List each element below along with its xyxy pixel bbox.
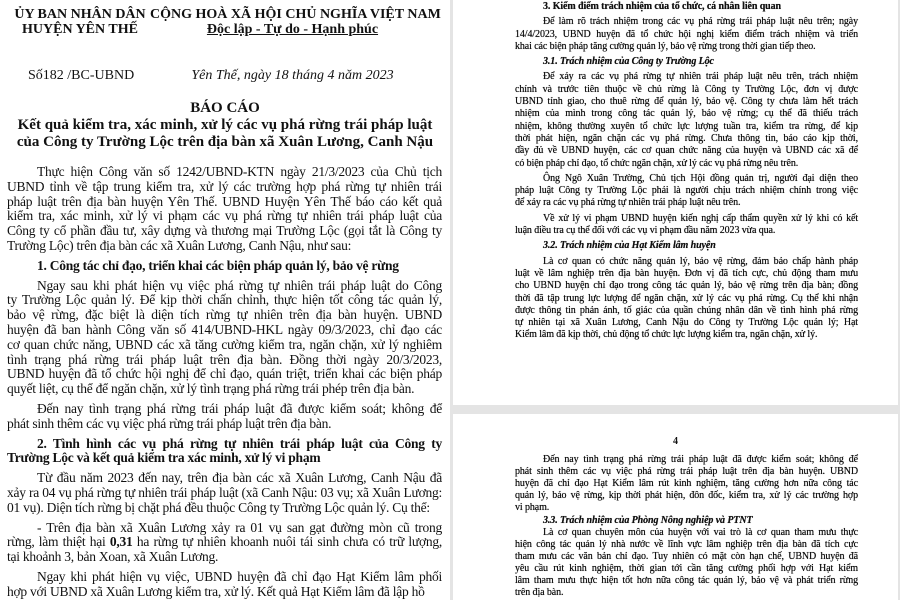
page-3-body <box>515 1 858 342</box>
text-line: Là cơ quan có chức năng quản lý, bảo vệ rừng, đảm bảo chấp hành pháp <box>543 255 858 267</box>
text-line: tại khoảnh 3, bản Xoan, xã Xuân Lương. <box>7 549 219 565</box>
text-line: bảo vệ rừng, đặc biệt là diện tích rừng tự nhiên trên địa bàn huyện. UBND <box>7 307 442 323</box>
text-line: thời đã tập trung lực lượng để ngăn chặn, xử lý các vụ phá rừng. Cụ thể khi nhận <box>515 292 858 304</box>
document-title <box>0 100 450 151</box>
national-heading <box>150 7 441 37</box>
text-line: Đến nay tình trạng phá rừng trái pháp luật đã được kiểm soát; không để <box>543 454 858 465</box>
document-number: Số182 /BC-UBND <box>28 68 135 83</box>
paragraph <box>515 256 858 342</box>
section-heading <box>515 1 858 13</box>
issuing-agency <box>0 7 160 37</box>
text-line: - Trên địa bàn xã Xuân Lương xảy ra 01 vụ san gạt đường mòn cũ trong <box>37 519 442 535</box>
text-line: 2. Tình hình các vụ phá rừng tự nhiên trái pháp luật của Công ty <box>37 435 442 451</box>
text-line: cho UBND huyện chỉ đạo trong công tác quản lý, bảo vệ rừng trên địa bàn; đồng <box>515 280 858 292</box>
report-body <box>7 165 442 600</box>
paragraph <box>515 527 858 598</box>
document-viewer[interactable] <box>450 0 900 600</box>
text-line: thời phát hiện, ngăn chặn các vụ phá rừng. Chưa thông tin, báo cáo kịp thời, <box>515 132 858 144</box>
text-line: nhiệm, không thường xuyên tổ chức lực lượng tuần tra, kiểm tra rừng, để kịp <box>515 120 858 132</box>
text-line: đầy đủ về UBND huyện, các cơ quan chức năng của huyện và UBND các xã để <box>515 145 858 157</box>
text-line: 3.1. Trách nhiệm của Công ty Trường Lộc <box>543 56 714 68</box>
text-line: Trường Lộc và kết quả kiểm tra xác minh, xử lý vi phạm <box>7 450 321 466</box>
text-line: Để xảy ra các vụ phá rừng tự nhiên trái pháp luật nêu trên, trách nhiệm <box>543 71 858 83</box>
text-line: tình trạng phá rừng trái pháp luật trên địa bàn. Đồng thời ngày 20/3/2023, <box>7 351 442 367</box>
text-line: nhiệm của mình trong công tác quản lý, bảo vệ rừng; cụ thể đã thiếu trách <box>515 108 858 120</box>
text-line: luật về lâm nghiệp trên địa bàn huyện. Đơn vị đã tích cực, chủ động tham mưu <box>515 267 858 279</box>
text-line: Là cơ quan chuyên môn của huyện với vai trò là cơ quan tham mưu thực <box>543 527 858 539</box>
text-line: được thông tin phản ánh, tố giác của quần chúng nhân dân về tình hình phá rừng <box>515 304 858 316</box>
paragraph <box>515 454 858 514</box>
text-segment: rừng, làm thiệt hại <box>7 534 110 550</box>
text-line: quyết liệt, cụ thể để ngăn chặn, xử lý tình trạng phá rừng trái phép trên địa bàn. <box>7 381 415 397</box>
section-heading <box>515 240 858 252</box>
paragraph <box>515 16 858 53</box>
text-line: UBND huyện đã tổ chức hội nghị để chỉ đạo, quán triệt, triển khai các biện pháp <box>7 366 442 382</box>
text-line: hiện công tác quản lý nhà nước về lĩnh vực lâm nghiệp trên địa bàn đã tích cực <box>515 539 858 551</box>
national-motto: Độc lập - Tự do - Hạnh phúc <box>206 22 379 37</box>
text-line: Ngay sau khi phát hiện vụ việc phá rừng tự nhiên trái pháp luật do Công <box>37 277 442 293</box>
text-line: Thực hiện Công văn số 1242/UBND-KTN ngày 21/3/2023 của Chủ tịch <box>37 164 442 179</box>
agency-line-2: HUYỆN YÊN THẾ <box>22 22 138 37</box>
text-line: 14/4/2023, UBND huyện đã tổ chức hội nghị kiểm điểm trách nhiệm và triển <box>515 28 858 40</box>
paragraph <box>515 71 858 169</box>
text-line: 3. Kiểm điểm trách nhiệm của tổ chức, cá nhân liên quan <box>543 1 782 12</box>
bold-value: 0,31 <box>109 534 133 550</box>
document-date: Yên Thế, ngày 18 tháng 4 năm 2023 <box>191 68 394 83</box>
text-line: lâm tham mưu thực hiện tốt hơn nữa công tác quản lý, bảo vệ và phát triển rừng <box>515 575 858 587</box>
text-line: ty Trường Lộc quản lý. Để kịp thời chấn chỉnh, thực hiện tốt công tác quản lý, <box>7 292 442 308</box>
text-line: trên địa bàn. <box>515 586 564 598</box>
text-line: quản lý, bảo vệ rừng, kịp thời phát hiện, đôn đốc, kiểm tra, xử lý các trường hợp <box>515 489 858 501</box>
text-line: tự nhiên tại xã Xuân Lương, Canh Nậu do Công ty Trường Lộc quản lý; Hạt <box>515 317 858 329</box>
text-line: khai các biện pháp tăng cường quản lý, bảo vệ rừng trong thời gian tiếp theo. <box>515 40 816 52</box>
page-number: 4 <box>673 436 678 447</box>
paragraph <box>7 521 442 565</box>
text-line: pháp luật Công ty Trường Lộc phải là người chịu trách nhiệm chính trong việc <box>515 185 858 197</box>
text-line: phát sinh thêm các vụ việc phá rừng trái pháp luật trên địa bàn. <box>7 415 332 431</box>
text-line <box>7 535 442 550</box>
text-line: Đến nay tình trạng phá rừng trái pháp luật đã được kiểm soát; không để <box>37 400 442 416</box>
text-line: Kiểm lâm đã kịp thời, chủ động tổ chức lực lượng kiểm tra, ngăn chặn, xử lý. <box>515 329 818 341</box>
text-line: chính và trước tiên thuộc về chủ rừng là Công ty Trường Lộc, đơn vị được <box>515 83 858 95</box>
text-line: tham mưu các văn bản chỉ đạo. Tuy nhiên có mặt còn hạn chế, UBND huyện đã <box>515 551 858 563</box>
paragraph <box>7 471 442 515</box>
text-line: hợp với UBND xã Xuân Lương kiểm tra, xử lý. Kết quả Hạt Kiểm lâm đã lập hồ <box>7 583 425 599</box>
text-line: yêu cầu rút kinh nghiệm, thời gian tới cần tăng cường phối hợp với Hạt kiểm <box>515 563 858 575</box>
text-line: Ông Ngô Xuân Trường, Chủ tịch Hội đồng quản trị, người đại diện theo <box>543 172 858 184</box>
text-line: 3.3. Trách nhiệm của Phòng Nông nghiệp và PTNT <box>543 514 753 526</box>
text-line: để xảy ra các vụ phá rừng tự nhiên trái pháp luật nêu trên. <box>515 197 741 209</box>
text-line: pháp luật trên địa bàn huyện Yên Thế. UBND Huyện Yên Thế báo cáo kết quả <box>7 193 442 209</box>
text-line: Về xử lý vi phạm UBND huyện kiến nghị cấp thẩm quyền xử lý khi có kết <box>543 212 858 224</box>
text-line: huyện đã ban hành Công văn số 414/UBND-HKL ngày 09/3/2023, chỉ đạo các <box>7 321 442 337</box>
text-line: Công ty cổ phần đầu tư, xây dựng và thương mại Trường Lộc (gọi tắt là Công ty <box>7 223 442 239</box>
text-line: xảy ra 04 vụ phá rừng tự nhiên trái pháp luật (xã Canh Nậu: 03 vụ; xã Xuân Lương: <box>7 484 442 500</box>
paragraph <box>7 279 442 397</box>
text-line: 3.2. Trách nhiệm của Hạt Kiểm lâm huyện <box>543 240 716 252</box>
text-line: phát sinh thêm các vụ việc phá rừng trái pháp luật trên địa bàn huyện. UBND <box>515 465 858 477</box>
paragraph <box>515 173 858 210</box>
text-line: luận điều tra cụ thể đối với các vụ vi phạm đầu năm 2023 vừa qua. <box>515 225 776 237</box>
text-line: cơ quan chức năng, UBND các xã tăng cường kiểm tra, ngăn chặn, xử lý nghiêm <box>7 336 442 352</box>
nation-name: CỘNG HOÀ XÃ HỘI CHỦ NGHĨA VIỆT NAM <box>150 7 441 22</box>
text-line: Để làm rõ trách nhiệm trong các vụ phá rừng trái pháp luật nêu trên; ngày <box>543 16 858 28</box>
report-page-4 <box>453 414 898 600</box>
text-line: Ngay khi phát hiện vụ việc, UBND huyện đã chỉ đạo Hạt Kiểm lâm phối <box>37 568 442 584</box>
paragraph <box>515 213 858 238</box>
text-line: kiểm tra, xác minh, xử lý vi phạm các vụ phá rừng tự nhiên trái pháp luật của <box>7 208 442 224</box>
paragraph <box>7 402 442 432</box>
report-subtitle-line-1: Kết quả kiểm tra, xác minh, xử lý các vụ phá rừng trái pháp luật <box>17 117 433 133</box>
text-line: UBND tỉnh giao, cho thuê rừng để quản lý, bảo vệ. Công ty chưa làm hết trách <box>515 96 858 108</box>
paragraph <box>7 570 442 600</box>
text-line: có biện pháp chỉ đạo, tổ chức ngăn chặn, xử lý các vụ phá rừng nêu trên. <box>515 157 799 169</box>
report-heading: BÁO CÁO <box>190 100 260 116</box>
text-line: 1. Công tác chỉ đạo, triển khai các biện pháp quản lý, bảo vệ rừng <box>37 257 399 273</box>
section-heading <box>7 259 442 274</box>
text-line: Từ đầu năm 2023 đến nay, trên địa bàn các xã Xuân Lương, Canh Nậu đã <box>37 470 442 486</box>
text-line: vi phạm. <box>515 501 550 513</box>
section-heading <box>7 437 442 467</box>
section-heading <box>515 56 858 68</box>
text-line: huyện đã chỉ đạo Hạt Kiểm lâm rút kinh nghiệm, tăng cường hơn nữa công tác <box>515 477 858 489</box>
page-4-body <box>515 454 858 599</box>
report-page-3 <box>453 0 898 405</box>
text-line: 01 vụ). Diện tích rừng bị chặt phá đều thuộc Công ty Trường Lộc quản lý. Cụ thể: <box>7 499 430 515</box>
report-subtitle-line-2: của Công ty Trường Lộc trên địa bàn xã Xuân Lương, Canh Nậu <box>16 134 434 150</box>
text-segment: ha rừng tự nhiên khoanh nuôi tái sinh chưa có trữ lượng, <box>132 534 443 550</box>
paragraph <box>7 165 442 254</box>
text-line: Trường Lộc) trên địa bàn các xã Xuân Lương, Canh Nậu, như sau: <box>7 237 352 253</box>
section-heading <box>515 515 858 527</box>
agency-line-1: ỦY BAN NHÂN DÂN <box>14 7 146 22</box>
text-line: UBND tỉnh về tập trung kiểm tra, xử lý các trường hợp phá rừng tự nhiên trái <box>7 178 442 194</box>
